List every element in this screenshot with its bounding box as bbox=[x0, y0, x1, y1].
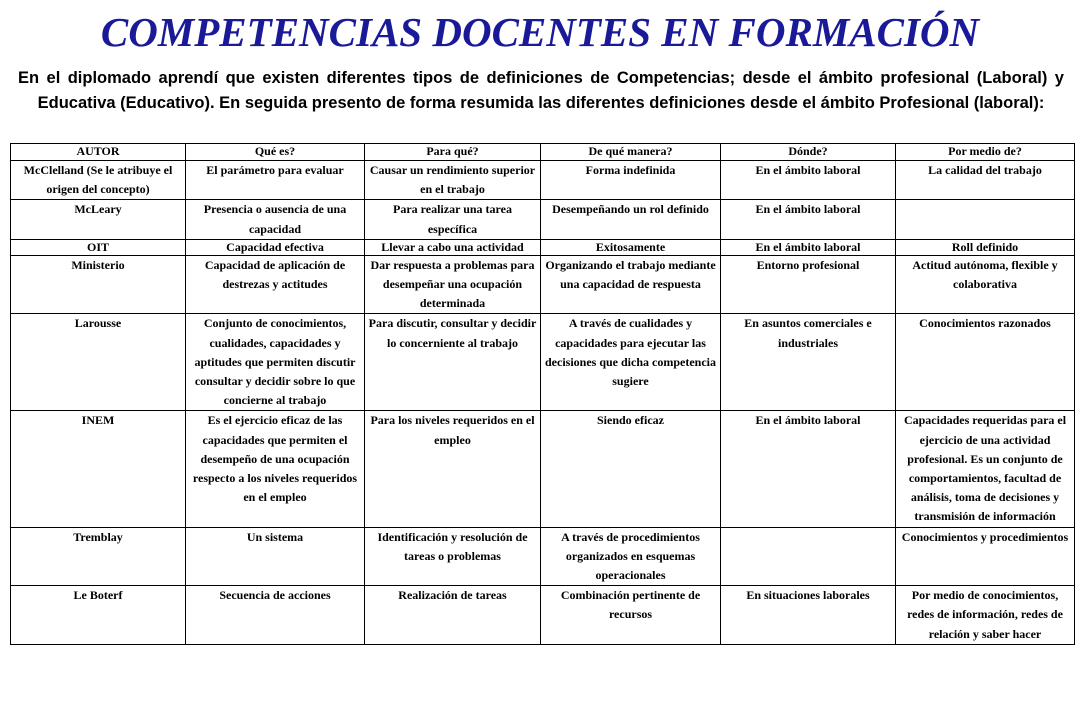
cell-por-medio-de: Capacidades requeridas para el ejercicio de una actividad profesional. Es un conjunto de comportamientos, facultad de análisis, toma de decisiones y transmisión de información bbox=[896, 411, 1075, 527]
cell-que-es: Secuencia de acciones bbox=[186, 586, 365, 645]
page-title: COMPETENCIAS DOCENTES EN FORMACIÓN bbox=[100, 9, 980, 55]
table-row bbox=[11, 239, 1075, 255]
cell-de-que-manera: Forma indefinida bbox=[541, 161, 721, 200]
cell-donde: Entorno profesional bbox=[721, 255, 896, 314]
cell-para-que: Para los niveles requeridos en el empleo bbox=[365, 411, 541, 527]
cell-autor: Tremblay bbox=[11, 527, 186, 586]
cell-por-medio-de: Por medio de conocimientos, redes de información, redes de relación y saber hacer bbox=[896, 586, 1075, 645]
cell-de-que-manera: A través de cualidades y capacidades para ejecutar las decisiones que dicha competencia sugiere bbox=[541, 314, 721, 411]
cell-que-es: Capacidad efectiva bbox=[186, 239, 365, 255]
cell-que-es: El parámetro para evaluar bbox=[186, 161, 365, 200]
cell-autor: Le Boterf bbox=[11, 586, 186, 645]
cell-para-que: Para realizar una tarea específica bbox=[365, 200, 541, 239]
cell-por-medio-de: Actitud autónoma, flexible y colaborativa bbox=[896, 255, 1075, 314]
cell-para-que: Para discutir, consultar y decidir lo concerniente al trabajo bbox=[365, 314, 541, 411]
cell-donde: En situaciones laborales bbox=[721, 586, 896, 645]
header-que-es: Qué es? bbox=[186, 144, 365, 161]
table-row bbox=[11, 411, 1075, 527]
cell-de-que-manera: Exitosamente bbox=[541, 239, 721, 255]
table-row bbox=[11, 314, 1075, 411]
cell-por-medio-de: Conocimientos razonados bbox=[896, 314, 1075, 411]
cell-que-es: Capacidad de aplicación de destrezas y actitudes bbox=[186, 255, 365, 314]
table-row bbox=[11, 200, 1075, 239]
cell-que-es: Conjunto de conocimientos, cualidades, capacidades y aptitudes que permiten discutir consultar y decidir sobre lo que concierne al trabajo bbox=[186, 314, 365, 411]
cell-que-es: Un sistema bbox=[186, 527, 365, 586]
header-por-medio-de: Por medio de? bbox=[896, 144, 1075, 161]
table-row bbox=[11, 161, 1075, 200]
cell-de-que-manera: Combinación pertinente de recursos bbox=[541, 586, 721, 645]
cell-autor: INEM bbox=[11, 411, 186, 527]
competencias-table bbox=[10, 143, 1075, 645]
cell-autor: McLeary bbox=[11, 200, 186, 239]
cell-donde: En el ámbito laboral bbox=[721, 239, 896, 255]
table-row bbox=[11, 255, 1075, 314]
table-row bbox=[11, 527, 1075, 586]
cell-que-es: Es el ejercicio eficaz de las capacidades que permiten el desempeño de una ocupación respecto a los niveles requeridos en el empleo bbox=[186, 411, 365, 527]
header-autor: AUTOR bbox=[11, 144, 186, 161]
table-header-row bbox=[11, 144, 1075, 161]
intro-paragraph: En el diplomado aprendí que existen diferentes tipos de definiciones de Competencias; desde el ámbito profesional (Laboral) y Educativa (Educativo). En seguida presento de forma resumida las diferentes definiciones desde el ámbito Profesional (laboral): bbox=[18, 69, 1064, 112]
cell-autor: Ministerio bbox=[11, 255, 186, 314]
cell-para-que: Realización de tareas bbox=[365, 586, 541, 645]
cell-de-que-manera: A través de procedimientos organizados en esquemas operacionales bbox=[541, 527, 721, 586]
cell-para-que: Identificación y resolución de tareas o problemas bbox=[365, 527, 541, 586]
cell-donde bbox=[721, 527, 896, 586]
cell-de-que-manera: Organizando el trabajo mediante una capacidad de respuesta bbox=[541, 255, 721, 314]
cell-donde: En el ámbito laboral bbox=[721, 411, 896, 527]
cell-por-medio-de bbox=[896, 200, 1075, 239]
cell-para-que: Dar respuesta a problemas para desempeñar una ocupación determinada bbox=[365, 255, 541, 314]
cell-para-que: Llevar a cabo una actividad bbox=[365, 239, 541, 255]
header-de-que-manera: De qué manera? bbox=[541, 144, 721, 161]
cell-de-que-manera: Siendo eficaz bbox=[541, 411, 721, 527]
header-donde: Dónde? bbox=[721, 144, 896, 161]
cell-donde: En asuntos comerciales e industriales bbox=[721, 314, 896, 411]
cell-por-medio-de: La calidad del trabajo bbox=[896, 161, 1075, 200]
cell-autor: McClelland (Se le atribuye el origen del concepto) bbox=[11, 161, 186, 200]
cell-autor: Larousse bbox=[11, 314, 186, 411]
cell-donde: En el ámbito laboral bbox=[721, 200, 896, 239]
table-row bbox=[11, 586, 1075, 645]
cell-que-es: Presencia o ausencia de una capacidad bbox=[186, 200, 365, 239]
cell-por-medio-de: Roll definido bbox=[896, 239, 1075, 255]
header-para-que: Para qué? bbox=[365, 144, 541, 161]
cell-por-medio-de: Conocimientos y procedimientos bbox=[896, 527, 1075, 586]
cell-autor: OIT bbox=[11, 239, 186, 255]
cell-de-que-manera: Desempeñando un rol definido bbox=[541, 200, 721, 239]
cell-donde: En el ámbito laboral bbox=[721, 161, 896, 200]
cell-para-que: Causar un rendimiento superior en el trabajo bbox=[365, 161, 541, 200]
